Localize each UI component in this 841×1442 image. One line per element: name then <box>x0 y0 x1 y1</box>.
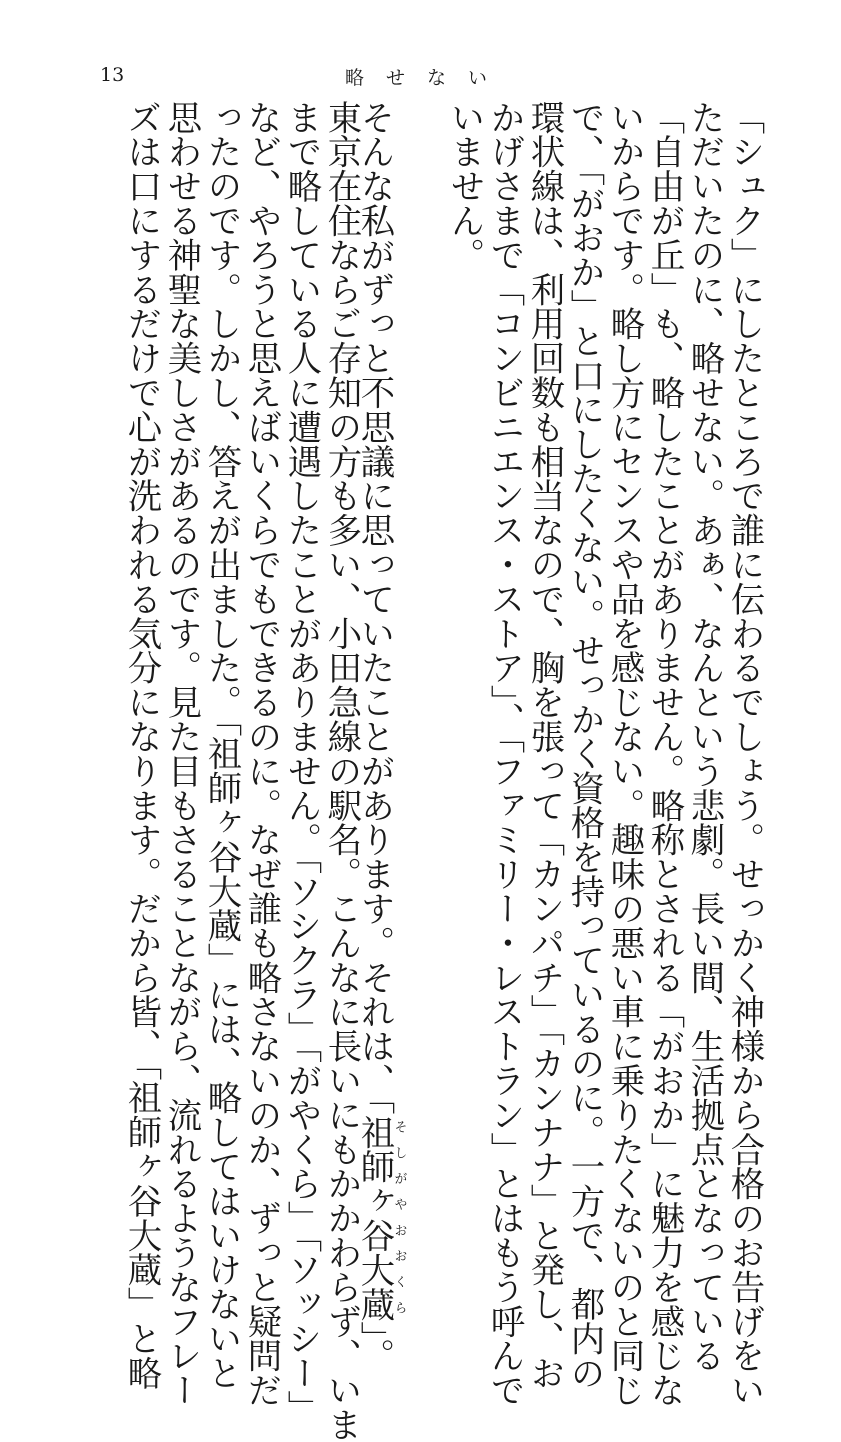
body-text <box>84 100 764 1442</box>
text-line: 環状線は、利用回数も相当なので、胸を張って「カンパチ」「カンナナ」と発し、お <box>524 100 564 1390</box>
text-segment: 」。 <box>354 1321 394 1373</box>
running-title: 略せない <box>345 67 510 89</box>
page-number: 13 <box>100 64 125 86</box>
text-line: いません。 <box>444 100 484 272</box>
text-line: いからです。略し方にセンスや品を感じない。趣味の悪い車に乗りたくないのと同じ <box>604 100 644 1408</box>
text-line: まで略している人に遭遇したことがありません。「ソシクラ」「がやくら」「ソッシー」 <box>281 100 321 1425</box>
ruby-reading: そしがやおおくら <box>391 1114 407 1322</box>
text-line: で、「がおか」と口にしたくない。せっかく資格を持っているのに。一方で、都内の <box>564 100 604 1390</box>
text-line: かげさまで「コンビニエンス・ストア」、「ファミリー・レストラン」とはもう呼んで <box>484 100 524 1408</box>
text-line: 東京在住ならご存知の方も多い、小田急線の駅名。こんなに長いにもかかわらず、いま <box>321 100 361 1442</box>
text-line: 思わせる神聖な美しさがあるのです。見た目もさることながら、流れるようなフレー <box>161 100 201 1408</box>
ruby-base: 祖師ヶ谷大蔵 <box>354 1114 394 1322</box>
text-segment: そんな私がずっと不思議に思っていたことがあります。それは、「 <box>354 100 394 1115</box>
text-line: ただいたのに、略せない。あぁ、なんという悲劇。長い間、生活拠点となっている <box>684 100 724 1373</box>
text-line: など、やろうと思えばいくらでもできるのに。なぜ誰も略さないのか、ずっと疑問だ <box>241 100 281 1408</box>
text-line: ズは口にするだけで心が洗われる気分になります。だから皆、「祖師ヶ谷大蔵」と略 <box>121 100 161 1390</box>
text-line: ったのです。しかし、答えが出ました。「祖師ヶ谷大蔵」には、略してはいけないと <box>201 100 241 1390</box>
text-line-with-ruby <box>354 100 407 1373</box>
text-line: 「シュク」にしたところで誰に伝わるでしょう。せっかく神様から合格のお告げをい <box>724 100 764 1408</box>
text-line: 「自由が丘」も、略したことがありません。略称とされる「がおか」に魅力を感じな <box>644 100 684 1408</box>
ruby-station-name <box>354 1114 407 1322</box>
